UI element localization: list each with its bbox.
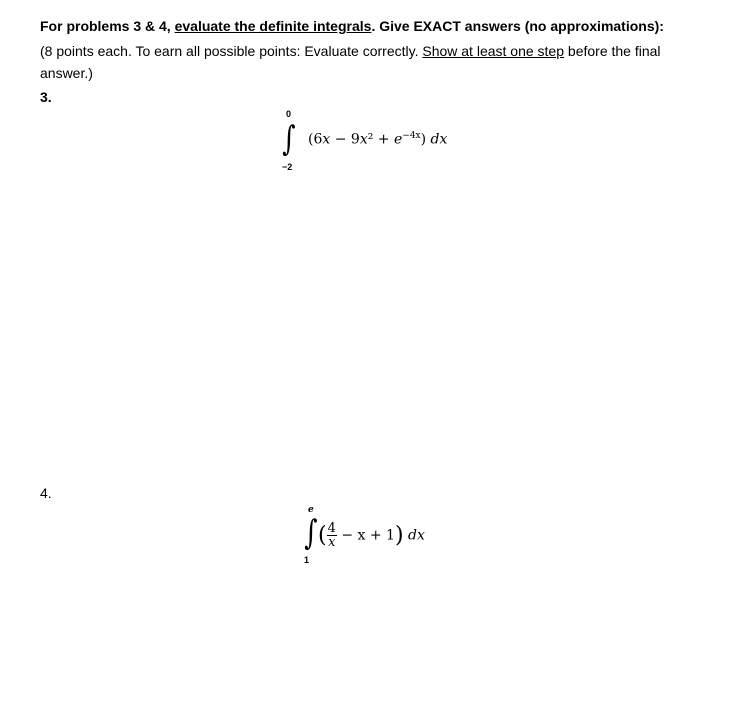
problem-4-number: 4.	[40, 485, 52, 501]
terms: − x + 1	[336, 527, 395, 544]
term: ² +	[367, 131, 394, 148]
instruction-text-end: before the final	[564, 43, 661, 59]
term: )	[420, 131, 431, 148]
var: x	[322, 131, 331, 148]
numerator: 4	[327, 521, 336, 536]
instructions-line-2: answer.)	[40, 65, 93, 81]
integrand: ( $\frac{4}{x} - x + 1$) dx	[318, 521, 425, 550]
var: x	[359, 131, 368, 148]
instruction-underlined: Show at least one step	[422, 43, 565, 59]
integrand	[308, 131, 447, 148]
denominator: x	[328, 535, 336, 550]
integral-sign: ∫	[282, 119, 296, 159]
integral-sign: ∫	[304, 513, 318, 553]
instructions-heading	[40, 18, 664, 34]
e: e	[393, 131, 403, 148]
fraction	[327, 522, 337, 549]
heading-suffix: . Give EXACT answers (no approximations):	[371, 18, 664, 34]
term: − 9	[330, 131, 360, 148]
lower-limit: 1	[304, 555, 310, 565]
upper-limit: e	[308, 505, 314, 515]
term: (6	[308, 131, 323, 148]
upper-limit: 0	[286, 109, 292, 119]
instructions-line-1	[40, 43, 661, 59]
differential: dx	[430, 131, 448, 148]
problem-3-number: 3.	[40, 89, 52, 105]
exponent: −4x	[402, 131, 421, 141]
instruction-text: (8 points each. To earn all possible points: Evaluate correctly.	[40, 43, 423, 59]
lower-limit: −2	[282, 162, 293, 172]
heading-prefix: For problems 3 & 4,	[40, 18, 175, 34]
heading-underlined: evaluate the definite integrals	[174, 18, 372, 34]
differential: dx	[408, 527, 425, 544]
